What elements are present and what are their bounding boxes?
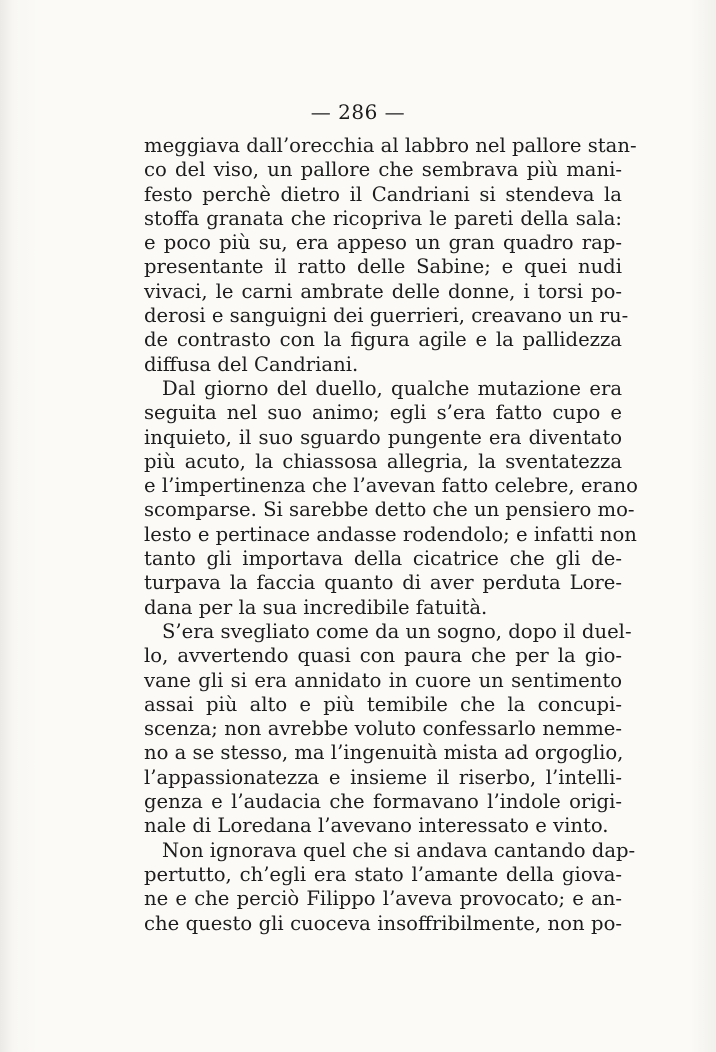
- text-line: diffusa del Candriani.: [144, 352, 359, 376]
- text-line: derosi e sanguigni dei guerrieri, creavano un ru-: [144, 304, 629, 328]
- text-line: e l’impertinenza che l’avevan fatto celebre, erano: [144, 474, 638, 498]
- text-line: S’era svegliato come da un sogno, dopo il duel-: [162, 619, 632, 643]
- text-line: seguita nel suo animo; egli s’era fatto cupo e: [144, 401, 622, 425]
- text-line: co del viso, un pallore che sembrava più mani-: [144, 158, 622, 182]
- text-line: vane gli si era annidato in cuore un sentimento: [144, 668, 622, 692]
- text-line: più acuto, la chiassosa allegria, la sventatezza: [144, 449, 622, 473]
- text-line: e poco più su, era appeso un gran quadro rap-: [144, 231, 622, 255]
- text-line: scenza; non avrebbe voluto confessarlo nemme-: [144, 717, 622, 741]
- text-line: lesto e pertinace andasse rodendolo; e infatti non: [144, 522, 637, 546]
- text-line: dana per la sua incredibile fatuità.: [144, 595, 488, 619]
- text-line: stoffa granata che ricopriva le pareti della sala:: [144, 206, 622, 230]
- text-line: genza e l’audacia che formavano l’indole origi-: [144, 790, 622, 814]
- page-number: — 286 —: [310, 100, 406, 124]
- text-line: no a se stesso, ma l’ingenuità mista ad orgoglio,: [144, 741, 624, 765]
- text-line: l’appassionatezza e insieme il riserbo, l’intelli-: [144, 765, 622, 789]
- body-text: [144, 134, 638, 936]
- text-line: che questo gli cuoceva insoffribilmente, non po-: [144, 911, 622, 935]
- paragraph: [144, 376, 638, 620]
- text-line: de contrasto con la figura agile e la pallidezza: [144, 328, 622, 352]
- text-line: Dal giorno del duello, qualche mutazione era: [162, 376, 622, 400]
- text-line: Non ignorava quel che si andava cantando dap-: [162, 838, 636, 862]
- text-line: vivaci, le carni ambrate delle donne, i torsi po-: [144, 279, 622, 303]
- text-line: ne e che perciò Filippo l’aveva provocato; e an-: [144, 887, 622, 911]
- text-line: inquieto, il suo sguardo pungente era diventato: [144, 425, 622, 449]
- text-line: turpava la faccia quanto di aver perduta Lore-: [144, 571, 622, 595]
- text-line: presentante il ratto delle Sabine; e quei nudi: [144, 255, 622, 279]
- text-line: pertutto, ch’egli era stato l’amante della giova-: [144, 862, 622, 886]
- text-line: nale di Loredana l’avevano interessato e vinto.: [144, 814, 609, 838]
- paragraph: [144, 838, 636, 936]
- paragraph: [144, 619, 632, 839]
- paragraph: [144, 134, 637, 377]
- text-line: festo perchè dietro il Candriani si stendeva la: [144, 182, 622, 206]
- text-line: assai più alto e più temibile che la concupi-: [144, 692, 622, 716]
- text-line: tanto gli importava della cicatrice che gli de-: [144, 547, 622, 571]
- text-line: scomparse. Si sarebbe detto che un pensiero mo-: [144, 498, 635, 522]
- text-line: meggiava dall’orecchia al labbro nel pallore stan-: [144, 134, 637, 157]
- text-line: lo, avvertendo quasi con paura che per la gio-: [144, 644, 622, 668]
